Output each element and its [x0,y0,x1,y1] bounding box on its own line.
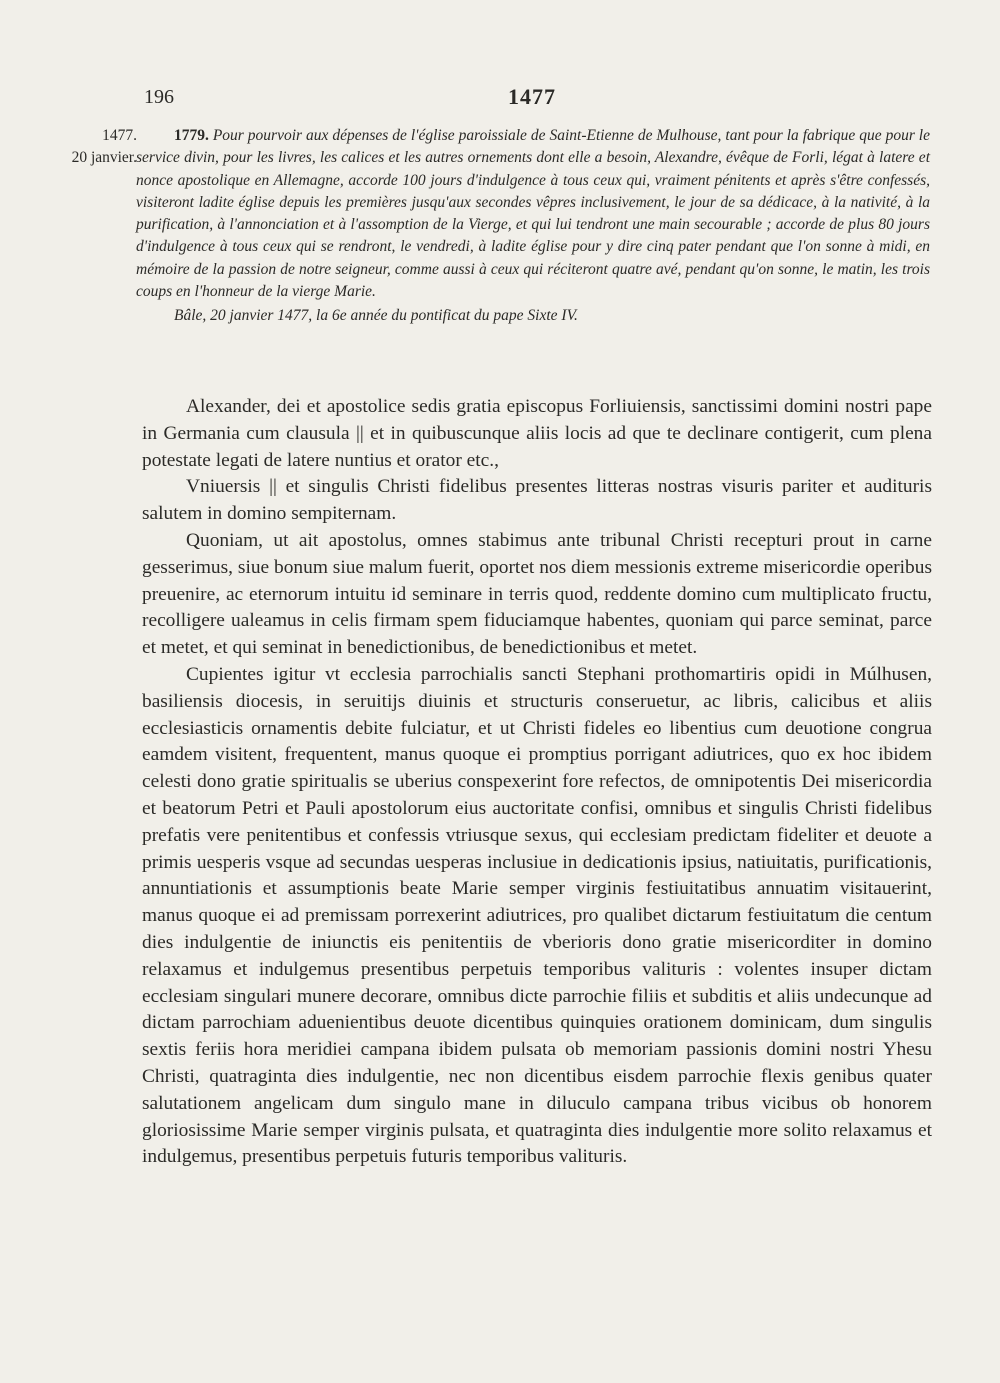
latin-text [142,394,932,1171]
running-head-year: 1477 [508,84,556,109]
text-paragraph-3: Quoniam, ut ait apostolus, omnes stabimus ante tribunal Christi recepturi prout in carne gesserimus, siue bonum siue malum fuerit, oportet nos diem messionis extreme misericordie operibus preuenire, ac eternorum intuitu id seminare in terris quod, reddente domino cum multiplicato fructu, recolligere ualeamus in celis firmam spem fiduciamque habentes, quoniam qui parce seminat, parce et metet, et qui seminat in benedictionibus, de benedictionibus et metet. [142,529,932,659]
text-paragraph-2: Vniuersis || et singulis Christi fidelibus presentes litteras nostras visuris pariter et audituris salutem in domino sempiternam. [142,476,932,525]
regest-paragraph [136,125,930,303]
text-paragraph-4: Cupientes igitur vt ecclesia parrochialis sancti Stephani prothomartiris opidi in Múlhusen, basiliensis diocesis, in seruitijs diuinis et structuris conseruetur, ac libris, calicibus et aliis ecclesiasticis ornamentis debite fulciatur, et ut Christi fideles eo libentius cum deuotione congrua eamdem visitent, frequentent, manus quoque ei promptius porrigant adiutrices, quo ex hoc ibidem celesti dono gratie spiritualis se uberius conspexerint fore refectos, de omnipotentis Dei misericordia et beatorum Petri et Pauli apostolorum eius auctoritate confisi, omnibus et singulis Christi fidelibus prefatis vere penitentibus et confessis vtriusque sexus, qui ecclesiam predictam fideliter et deuote a primis uesperis vsque ad secundas uesperas inclusiue in dedicationis ipsius, natiuitatis, purificationis, annuntiationis et assumptionis beate Marie semper virginis festiuitatibus annuatim visitauerint, manus quoque ei ad premissam porrexerint adiutrices, pro qualibet dictarum festiuitatum die centum dies indulgentie de iniunctis eis penitentiis de vberioris dono gratie misericorditer in domino relaxamus et indulgemus presentibus perpetuis temporibus valituris : volentes insuper dictam ecclesiam singulari munere decorare, omnibus dicte parrochie filiis et subditis et aliis undecunque ad dictam parrochiam aduenientibus deuote dicentibus quinquies orationem dominicam, dum singulis sextis feriis hora meridiei campana ibidem pulsata ob memoriam passionis domini nostri Yhesu Christi, quatraginta dies indulgentie, nec non dicentibus eisdem parrochie flexis genibus quater salutationem angelicam dum singulo mane in diluculo campana tribus vicibus ob honorem gloriosissime Marie semper virginis pulsata, et quatraginta dies indulgentie more solito relaxamus et indulgemus, presentibus perpetuis futuris temporibus valituris. [142,663,932,1168]
margin-note [22,125,137,169]
page-number: 196 [144,86,174,108]
regest-dateline: Bâle, 20 janvier 1477, la 6e année du pontificat du pape Sixte IV. [174,307,578,325]
margin-year: 1477. [102,127,137,144]
regest-text: Pour pourvoir aux dépenses de l'église paroissiale de Saint-Etienne de Mulhouse, tant pour la fabrique que pour le service divin, pour les livres, les calices et les autres ornements dont elle a besoin, Alexandre, évêque de Forli, légat à latere et nonce apostolique en Allemagne, accorde 100 jours d'indulgence à tous ceux qui, vraiment pénitents et après s'être confessés, visiteront ladite église depuis les premières jusqu'aux secondes vêpres inclusivement, le jour de sa dédicace, à la nativité, à la purification, à l'annonciation et à l'assomption de la Vierge, et qui lui tendront une main secourable ; accorde de plus 80 jours d'indulgence à tous ceux qui se rendront, le vendredi, à ladite église pour y dire cinq pater pendant que l'on sonne à midi, en mémoire de la passion de notre seigneur, comme aussi à ceux qui réciteront quatre avé, pendant qu'on sonne, le matin, les trois coups en l'honneur de la vierge Marie. [136,127,930,301]
margin-date: 20 janvier. [71,149,137,166]
text-paragraph-1: Alexander, dei et apostolice sedis gratia episcopus Forliuiensis, sanctissimi domini nostri pape in Germania cum clausula || et in quibuscunque aliis locis ad que te declinare contigerit, cum plena potestate legati de latere nuntius et orator etc., [142,396,932,471]
document-number: 1779. [174,127,209,144]
regest-summary [136,125,930,328]
